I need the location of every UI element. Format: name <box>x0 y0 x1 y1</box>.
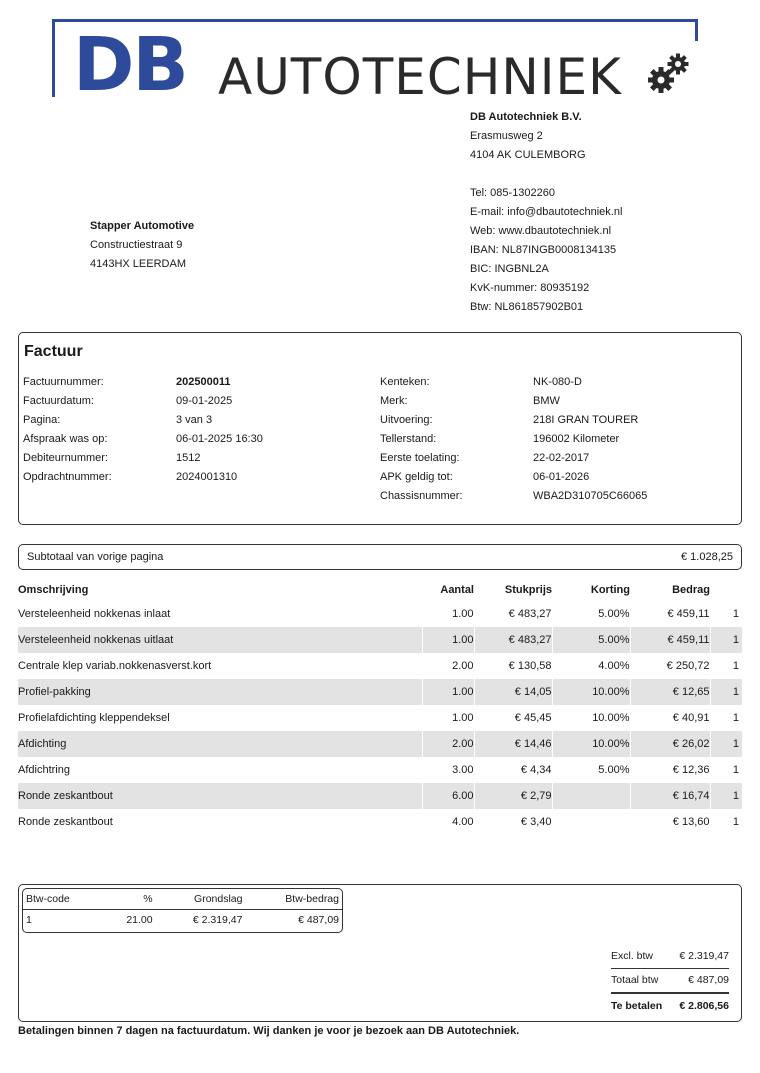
excl-vat-label: Excl. btw <box>611 950 654 962</box>
company-iban: IBAN: NL87INGB0008134135 <box>470 244 617 256</box>
item-description: Centrale klep variab.nokkenasverst.kort <box>18 660 212 672</box>
detail-label: Opdrachtnummer: <box>23 471 112 483</box>
invoice-date: 09-01-2025 <box>176 395 233 407</box>
item-vat-code: 1 <box>710 653 742 679</box>
item-vat-code: 1 <box>710 731 742 757</box>
company-email: E-mail: info@dbautotechniek.nl <box>470 206 623 218</box>
company-btw: Btw: NL861857902B01 <box>470 301 584 313</box>
car-brand: BMW <box>533 395 560 407</box>
invoice-title: Factuur <box>24 343 83 360</box>
table-row <box>18 757 742 783</box>
logo-name: AUTOTECHNIEK <box>218 48 622 106</box>
logo-mark: DB <box>73 22 187 108</box>
debtor-number: 1512 <box>176 452 201 464</box>
detail-label: Merk: <box>380 395 408 407</box>
chassis-number: WBA2D310705C66065 <box>533 490 648 502</box>
item-unit-price: € 483,27 <box>474 627 552 653</box>
company-phone: Tel: 085-1302260 <box>470 187 556 199</box>
item-vat-code: 1 <box>710 757 742 783</box>
invoice-info-box <box>18 332 742 525</box>
item-discount: 10.00% <box>552 679 630 705</box>
license-plate: NK-080-D <box>533 376 582 388</box>
table-row <box>18 783 742 809</box>
detail-label: APK geldig tot: <box>380 471 453 483</box>
item-amount: € 12,65 <box>630 679 710 705</box>
item-unit-price: € 14,46 <box>474 731 552 757</box>
header-description: Omschrijving <box>18 584 89 596</box>
detail-label: Factuurdatum: <box>23 395 94 407</box>
subtotal-previous-label: Subtotaal van vorige pagina <box>27 551 164 563</box>
vat-header-code: Btw-code <box>26 893 70 905</box>
company-block <box>470 108 622 317</box>
company-city: 4104 AK CULEMBORG <box>470 149 586 161</box>
item-amount: € 16,74 <box>630 783 710 809</box>
table-row <box>18 679 742 705</box>
vat-amount: € 487,09 <box>246 910 343 931</box>
item-quantity: 1.00 <box>422 679 474 705</box>
vat-code: 1 <box>23 910 103 931</box>
item-quantity: 4.00 <box>422 809 474 835</box>
vat-table <box>23 889 342 930</box>
item-vat-code: 1 <box>710 809 742 835</box>
item-discount <box>552 809 630 835</box>
car-model: 218I GRAN TOURER <box>533 414 639 426</box>
subtotal-previous-value: € 1.028,25 <box>681 551 733 563</box>
item-vat-code: 1 <box>710 783 742 809</box>
vat-table-box <box>22 888 343 933</box>
item-description: Ronde zeskantbout <box>18 816 113 828</box>
item-quantity: 2.00 <box>422 653 474 679</box>
item-quantity: 1.00 <box>422 705 474 731</box>
item-discount: 5.00% <box>552 627 630 653</box>
item-quantity: 1.00 <box>422 627 474 653</box>
company-street: Erasmusweg 2 <box>470 130 543 142</box>
detail-label: Tellerstand: <box>380 433 437 445</box>
payment-note: Betalingen binnen 7 dagen na factuurdatum. Wij danken je voor je bezoek aan DB Autotechniek. <box>18 1025 520 1037</box>
item-discount: 10.00% <box>552 731 630 757</box>
item-quantity: 3.00 <box>422 757 474 783</box>
company-kvk: KvK-nummer: 80935192 <box>470 282 590 294</box>
item-unit-price: € 45,45 <box>474 705 552 731</box>
header-amount: Bedrag <box>672 584 710 596</box>
company-name: DB Autotechniek B.V. <box>470 111 582 123</box>
customer-block <box>90 217 194 274</box>
invoice-right-details <box>380 373 730 506</box>
detail-label: Debiteurnummer: <box>23 452 108 464</box>
item-vat-code: 1 <box>710 705 742 731</box>
invoice-number: 202500011 <box>176 376 231 388</box>
header-quantity: Aantal <box>440 584 474 596</box>
item-amount: € 459,11 <box>630 601 710 627</box>
item-amount: € 40,91 <box>630 705 710 731</box>
vat-header-percent: % <box>143 893 153 905</box>
item-unit-price: € 483,27 <box>474 601 552 627</box>
item-unit-price: € 14,05 <box>474 679 552 705</box>
apk-valid-until: 06-01-2026 <box>533 471 590 483</box>
page-number: 3 van 3 <box>176 414 213 426</box>
item-description: Profielafdichting kleppendeksel <box>18 712 170 724</box>
amount-due-label: Te betalen <box>611 1000 663 1012</box>
vat-base: € 2.319,47 <box>156 910 246 931</box>
customer-street: Constructiestraat 9 <box>90 239 183 251</box>
item-amount: € 13,60 <box>630 809 710 835</box>
vat-header-amount: Btw-bedrag <box>285 893 339 905</box>
subtotal-previous-box <box>18 544 742 570</box>
detail-label: Factuurnummer: <box>23 376 104 388</box>
amount-due-value: € 2.806,56 <box>679 1000 729 1012</box>
detail-label: Pagina: <box>23 414 61 426</box>
company-web: Web: www.dbautotechniek.nl <box>470 225 612 237</box>
total-vat-value: € 487,09 <box>688 974 729 986</box>
item-vat-code: 1 <box>710 627 742 653</box>
detail-label: Eerste toelating: <box>380 452 460 464</box>
item-description: Afdichting <box>18 731 422 757</box>
table-row <box>18 627 742 653</box>
item-unit-price: € 130,58 <box>474 653 552 679</box>
item-quantity: 6.00 <box>422 783 474 809</box>
detail-label: Uitvoering: <box>380 414 433 426</box>
detail-label: Chassisnummer: <box>380 490 463 502</box>
header-discount: Korting <box>590 584 630 596</box>
item-discount: 5.00% <box>552 601 630 627</box>
item-amount: € 250,72 <box>630 653 710 679</box>
table-row <box>18 601 742 627</box>
item-discount: 5.00% <box>552 757 630 783</box>
total-vat-label: Totaal btw <box>611 974 659 986</box>
header-unit-price: Stukprijs <box>504 584 552 596</box>
item-amount: € 459,11 <box>630 627 710 653</box>
table-row <box>18 731 742 757</box>
totals-summary <box>611 945 729 1018</box>
order-number: 2024001310 <box>176 471 238 483</box>
item-unit-price: € 3,40 <box>474 809 552 835</box>
table-row <box>18 705 742 731</box>
vat-percent: 21.00 <box>103 910 155 931</box>
item-description: Versteleenheid nokkenas uitlaat <box>18 627 422 653</box>
table-row <box>18 653 742 679</box>
customer-city: 4143HX LEERDAM <box>90 258 186 270</box>
item-quantity: 1.00 <box>422 601 474 627</box>
item-quantity: 2.00 <box>422 731 474 757</box>
excl-vat-value: € 2.319,47 <box>679 950 729 962</box>
customer-name: Stapper Automotive <box>90 220 195 232</box>
vat-header-base: Grondslag <box>194 893 243 905</box>
first-registration: 22-02-2017 <box>533 452 590 464</box>
item-discount: 4.00% <box>552 653 630 679</box>
detail-label: Afspraak was op: <box>23 433 108 445</box>
odometer: 196002 Kilometer <box>533 433 620 445</box>
invoice-left-details <box>23 373 363 487</box>
item-vat-code: 1 <box>710 679 742 705</box>
items-table <box>18 579 742 835</box>
detail-label: Kenteken: <box>380 376 430 388</box>
appointment-date: 06-01-2025 16:30 <box>176 433 263 445</box>
item-amount: € 12,36 <box>630 757 710 783</box>
item-amount: € 26,02 <box>630 731 710 757</box>
item-description: Ronde zeskantbout <box>18 783 422 809</box>
item-description: Profiel-pakking <box>18 679 422 705</box>
item-discount <box>552 783 630 809</box>
table-row <box>18 809 742 835</box>
item-description: Afdichtring <box>18 764 70 776</box>
item-unit-price: € 2,79 <box>474 783 552 809</box>
item-unit-price: € 4,34 <box>474 757 552 783</box>
item-vat-code: 1 <box>710 601 742 627</box>
totals-box <box>18 884 742 1022</box>
company-bic: BIC: INGBNL2A <box>470 263 549 275</box>
logo-frame-edge <box>695 19 698 41</box>
item-discount: 10.00% <box>552 705 630 731</box>
gears-icon <box>644 50 690 96</box>
item-description: Versteleenheid nokkenas inlaat <box>18 608 171 620</box>
